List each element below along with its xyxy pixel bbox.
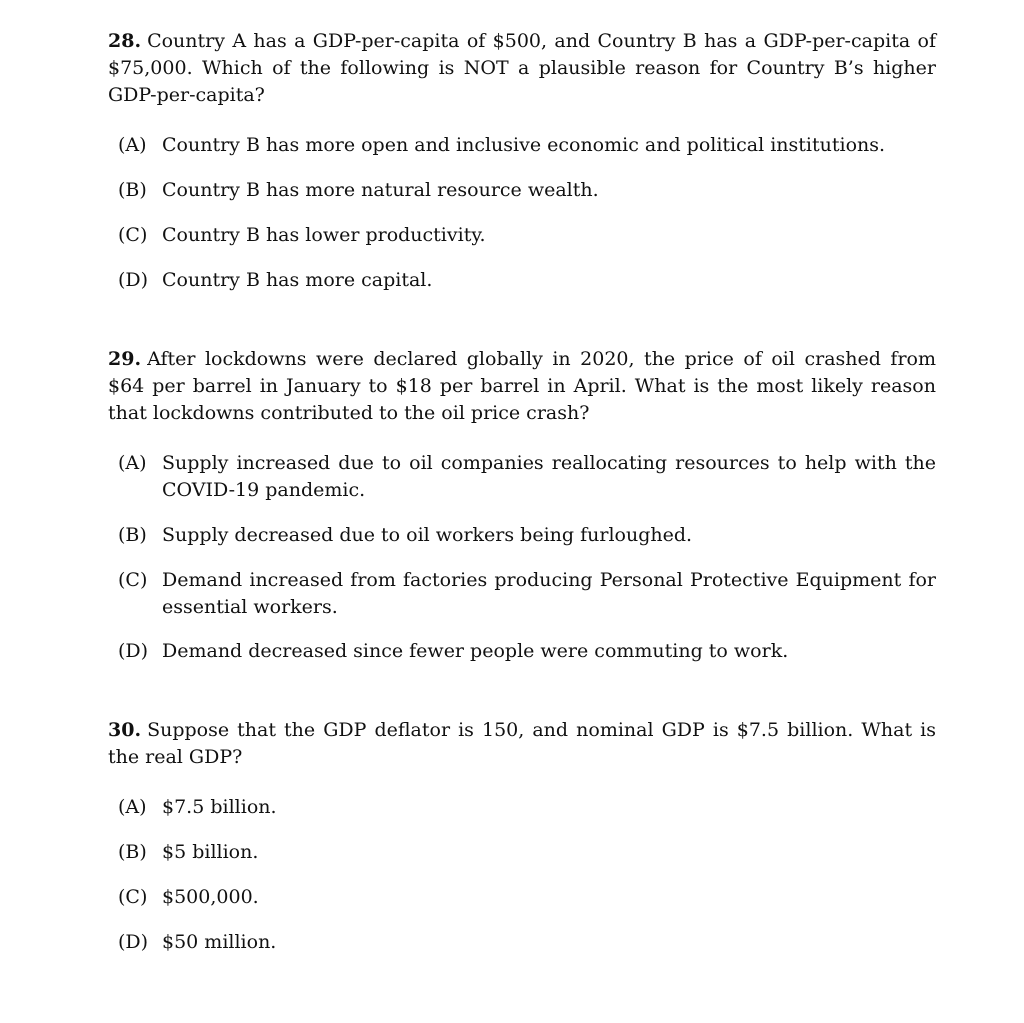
question-text: Country A has a GDP-per-capita of $500, and Country B has a GDP-per-capita of $75,000. Which of the following is NOT a plausible reason for Country B’s higher GDP-per-capita? (108, 30, 936, 106)
option-label: (D) (118, 640, 149, 662)
option-29-d[interactable] (118, 638, 936, 665)
option-label: (B) (118, 524, 147, 546)
option-text: Country B has lower productivity. (162, 224, 486, 246)
option-label: (D) (118, 269, 149, 291)
option-text: Demand decreased since fewer people were commuting to work. (162, 640, 789, 662)
question-stem (108, 346, 936, 427)
option-29-c[interactable] (118, 567, 936, 621)
question-text: Suppose that the GDP deflator is 150, and nominal GDP is $7.5 billion. What is the real GDP? (108, 719, 936, 768)
option-28-c[interactable] (118, 222, 936, 249)
option-label: (B) (118, 841, 147, 863)
option-text: Supply increased due to oil companies reallocating resources to help with the COVID-19 pandemic. (162, 452, 936, 501)
question-stem (108, 717, 936, 771)
option-30-c[interactable] (118, 884, 936, 911)
option-text: $5 billion. (162, 841, 259, 863)
option-label: (A) (118, 796, 147, 818)
option-text: $500,000. (162, 886, 259, 908)
option-label: (B) (118, 179, 147, 201)
option-28-a[interactable] (118, 132, 936, 159)
option-label: (A) (118, 134, 147, 156)
option-30-a[interactable] (118, 794, 936, 821)
option-text: Supply decreased due to oil workers being furloughed. (162, 524, 693, 546)
question-30 (108, 717, 936, 771)
option-30-b[interactable] (118, 839, 936, 866)
option-29-a[interactable] (118, 450, 936, 504)
question-text: After lockdowns were declared globally in 2020, the price of oil crashed from $64 per barrel in January to $18 per barrel in April. What is the most likely reason that lockdowns contributed to the oil price crash? (108, 348, 936, 424)
option-29-b[interactable] (118, 522, 936, 549)
option-text: $50 million. (162, 931, 277, 953)
question-number: 30. (108, 719, 142, 741)
question-stem (108, 28, 936, 109)
option-text: $7.5 billion. (162, 796, 277, 818)
option-label: (C) (118, 569, 148, 591)
option-label: (A) (118, 452, 147, 474)
question-29 (108, 346, 936, 427)
question-28 (108, 28, 936, 109)
option-text: Country B has more capital. (162, 269, 433, 291)
option-text: Country B has more open and inclusive economic and political institutions. (162, 134, 886, 156)
question-number: 28. (108, 30, 142, 52)
question-number: 29. (108, 348, 142, 370)
option-30-d[interactable] (118, 929, 936, 956)
option-label: (C) (118, 886, 148, 908)
option-28-b[interactable] (118, 177, 936, 204)
option-text: Demand increased from factories producing Personal Protective Equipment for essential workers. (162, 569, 936, 618)
option-text: Country B has more natural resource wealth. (162, 179, 599, 201)
option-28-d[interactable] (118, 267, 936, 294)
option-label: (C) (118, 224, 148, 246)
option-label: (D) (118, 931, 149, 953)
